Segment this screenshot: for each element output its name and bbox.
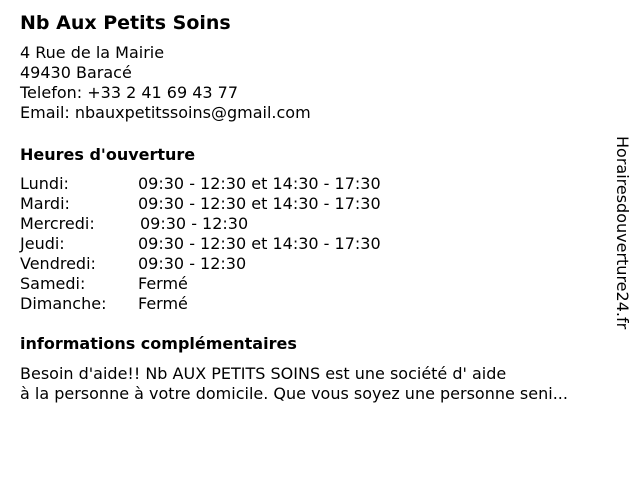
day-label: Mercredi: (20, 214, 95, 233)
street-address: 4 Rue de la Mairie (20, 43, 165, 62)
time-value: 09:30 - 12:30 (140, 214, 249, 233)
day-label: Mardi: (20, 194, 70, 213)
additional-info-heading: informations complémentaires (20, 334, 297, 353)
info-line: à la personne à votre domicile. Que vous soyez une personne seni... (20, 384, 568, 403)
day-label: Lundi: (20, 174, 69, 193)
time-value: 09:30 - 12:30 (138, 254, 247, 273)
day-label: Jeudi: (20, 234, 65, 253)
time-value: 09:30 - 12:30 et 14:30 - 17:30 (138, 174, 381, 193)
time-value: Fermé (138, 294, 188, 313)
time-value: 09:30 - 12:30 et 14:30 - 17:30 (138, 234, 381, 253)
site-watermark: Horairesdouverture24.fr (613, 136, 632, 330)
time-value: 09:30 - 12:30 et 14:30 - 17:30 (138, 194, 381, 213)
phone-number: Telefon: +33 2 41 69 43 77 (20, 83, 239, 102)
time-value: Fermé (138, 274, 188, 293)
opening-hours-heading: Heures d'ouverture (20, 145, 196, 164)
city-postal: 49430 Baracé (20, 63, 132, 82)
email-address: Email: nbauxpetitssoins@gmail.com (20, 103, 311, 122)
info-line: Besoin d'aide!! Nb AUX PETITS SOINS est une société d' aide (20, 364, 507, 383)
day-label: Vendredi: (20, 254, 96, 273)
business-name: Nb Aux Petits Soins (20, 12, 231, 34)
day-label: Dimanche: (20, 294, 107, 313)
additional-info-text (20, 364, 568, 404)
day-label: Samedi: (20, 274, 86, 293)
contact-block (20, 43, 311, 123)
